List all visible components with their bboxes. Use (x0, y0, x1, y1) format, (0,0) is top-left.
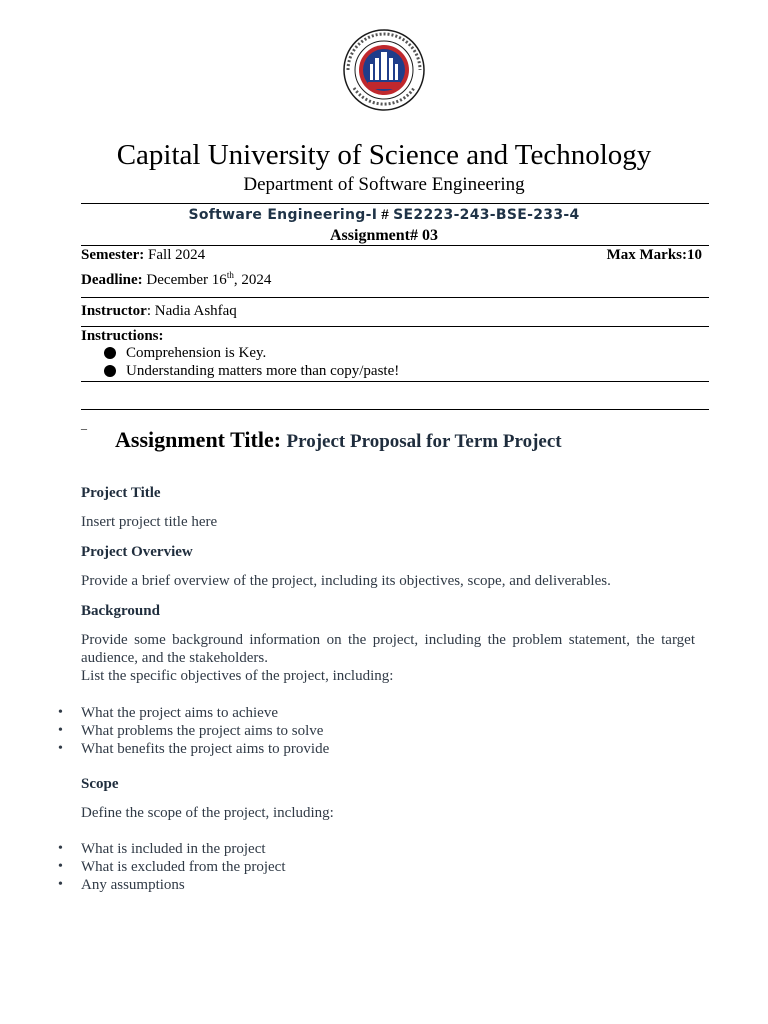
deadline-day: December 16 (146, 272, 227, 288)
bullet-icon: • (58, 723, 63, 738)
deadline-row (81, 271, 271, 289)
assignment-number: Assignment# 03 (329, 227, 438, 244)
list-item: Comprehension is Key. (104, 344, 399, 362)
bullet-icon: • (58, 859, 63, 874)
university-logo (340, 26, 428, 114)
list-item: • What the project aims to achieve (58, 705, 278, 721)
divider (81, 409, 709, 410)
instructions-list (104, 344, 399, 380)
course-line (0, 206, 768, 224)
objectives-list (58, 704, 330, 758)
divider (81, 297, 709, 298)
scope-text: Define the scope of the project, including: (81, 805, 334, 821)
deadline-label: Deadline: (81, 272, 143, 288)
deadline-suffix: th (226, 270, 234, 280)
scope-list (58, 840, 286, 894)
assignment-title (115, 426, 562, 456)
bullet-icon: • (58, 741, 63, 756)
course-name: Software Engineering-I (188, 207, 378, 223)
bullet-icon: • (58, 877, 63, 892)
semester-value: Fall 2024 (148, 247, 206, 263)
bullet-icon (104, 365, 116, 377)
divider (81, 381, 709, 382)
instructor-label: Instructor (81, 303, 147, 319)
list-item: • What benefits the project aims to provide (58, 741, 330, 757)
list-item: • What problems the project aims to solve (58, 723, 324, 739)
semester-row (81, 246, 205, 264)
background-heading: Background (81, 603, 160, 619)
list-item: Understanding matters more than copy/paste! (104, 362, 399, 380)
max-marks: Max Marks:10 (606, 247, 702, 263)
semester-label: Semester: (81, 247, 145, 263)
list-item: • What is included in the project (58, 841, 266, 857)
bullet-icon: • (58, 705, 63, 720)
bullet-icon (104, 347, 116, 359)
university-name: Capital University of Science and Technology (116, 139, 652, 171)
deadline-year: , 2024 (233, 272, 272, 288)
project-title-text: Insert project title here (81, 514, 218, 530)
background-text: Provide some background information on the project, including the problem statement, the target audience, and the stakeholders. (81, 632, 695, 666)
overview-heading: Project Overview (81, 544, 193, 560)
bullet-icon: • (58, 841, 63, 856)
department-name: Department of Software Engineering (243, 174, 525, 195)
scope-heading: Scope (81, 776, 119, 792)
project-title-heading: Project Title (81, 485, 161, 501)
course-separator: # (377, 207, 394, 223)
list-item: • What is excluded from the project (58, 859, 286, 875)
course-code: SE2223-243-BSE-233-4 (393, 207, 580, 223)
instructor-row (81, 302, 237, 320)
objectives-intro: List the specific objectives of the project, including: (81, 668, 394, 684)
divider (81, 326, 709, 327)
overview-text: Provide a brief overview of the project, including its objectives, scope, and deliverables. (81, 573, 611, 589)
assignment-title-value: Project Proposal for Term Project (286, 431, 562, 452)
divider (81, 203, 709, 204)
small-mark: _ (81, 417, 87, 431)
instructor-value: : Nadia Ashfaq (146, 303, 237, 319)
instructions-label: Instructions: (81, 328, 164, 344)
list-item: • Any assumptions (58, 877, 185, 893)
assignment-title-label: Assignment Title: (115, 427, 282, 452)
